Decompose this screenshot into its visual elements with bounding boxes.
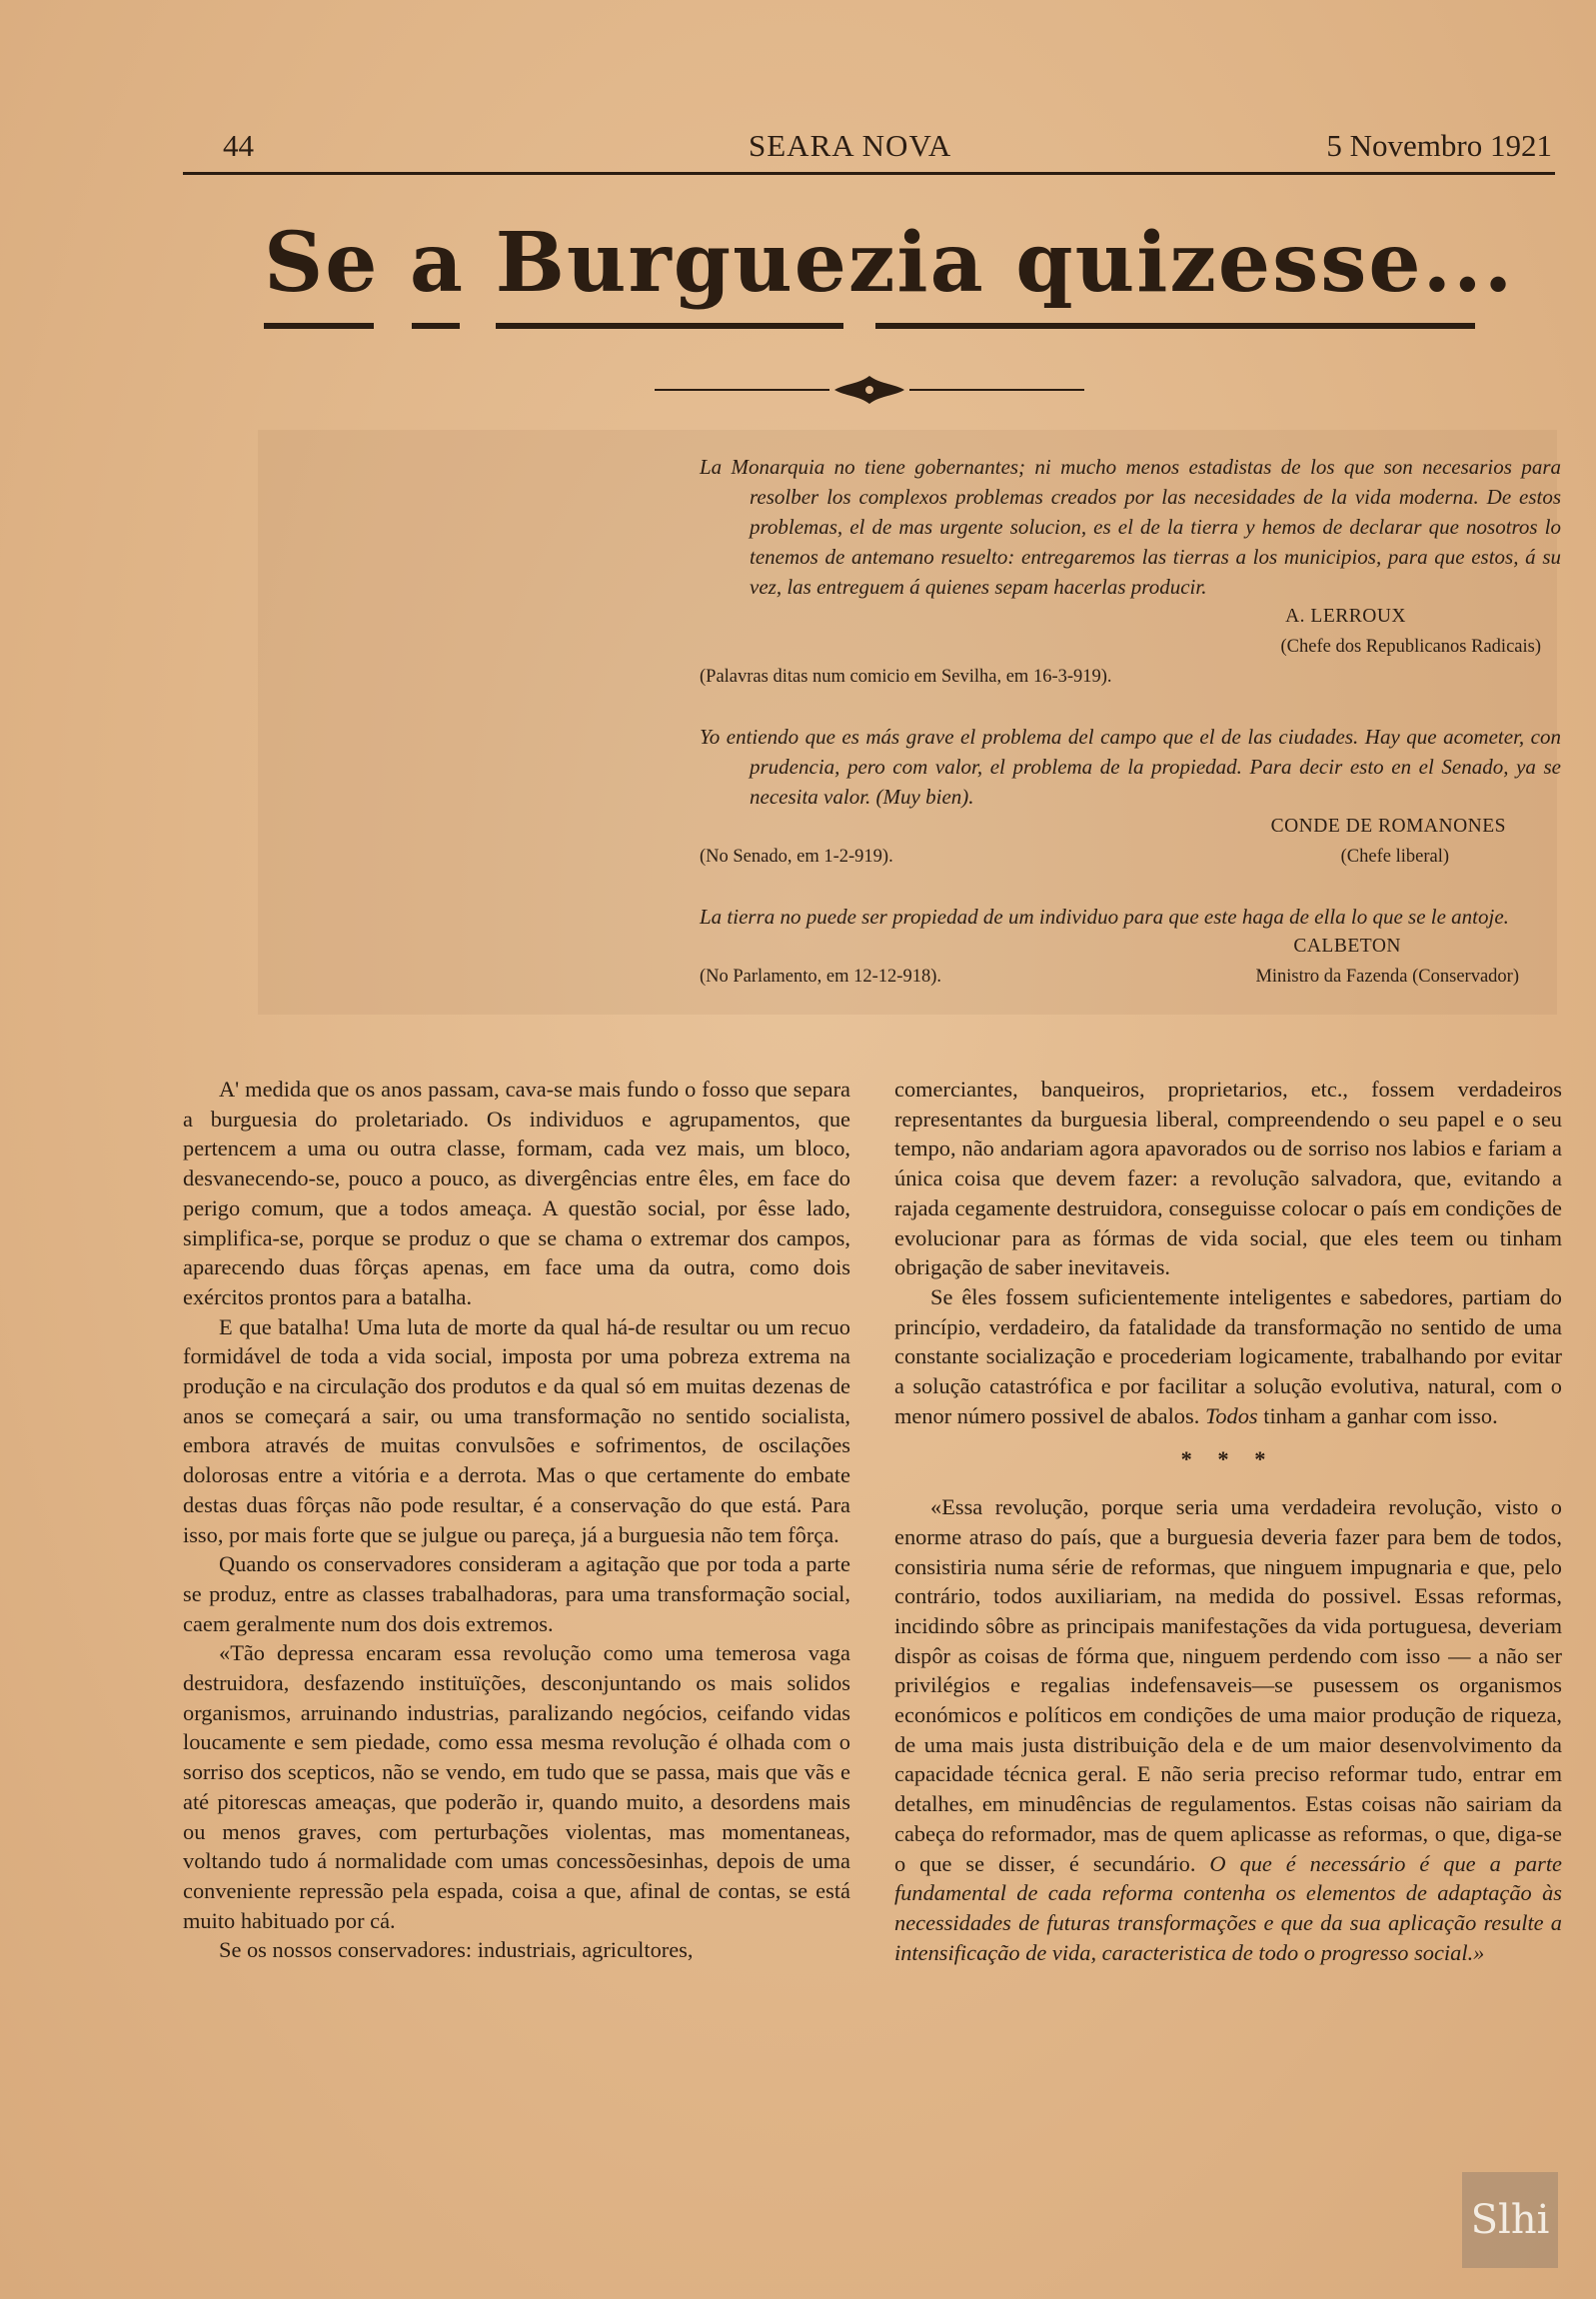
header-rule [183,172,1555,175]
quote-source-line [700,962,1561,992]
paragraph: «Tão depressa encaram essa revolução como uma temerosa vaga destruidora, desfazendo instituïções, desconjuntando os mais solidos organismos, arruinando industrias, paralizando negócios, ceifando vidas loucamente e sem piedade, como essa mesma revolução é olhada com o sorriso dos scepticos, não se vendo, em tudo que se passa, mais que vãs e até pitorescas ameaças, que poderão ir, quando muito, a desordens mais ou menos graves, com perturbações violentas, mas momentaneas, voltando tudo á normalidade com umas concessõesinhas, depois de uma conveniente repressão pela espada, coisa a que, afinal de contas, se está muito habituado por cá. [183,1640,850,1933]
paragraph: comerciantes, banqueiros, proprietarios, etc., fossem verdadeiros representantes da burguesia liberal, compreendendo o seu papel e o seu tempo, não andariam agora apavorados ou de sorriso nos labios e fariam a única coisa que devem fazer: a revolução salvadora, que, evitando a rajada cegamente destruidora, conseguisse colocar o país em condições de evolucionar para as fórmas de vida social, que eles teem ou tinham obrigação de saber inevitaveis. [894,1077,1562,1280]
quote-source-line [700,842,1561,872]
quote-calbeton [700,902,1561,992]
quote-romanones [700,722,1561,872]
quote-role: Ministro da Fazenda (Conservador) [1255,967,1519,987]
epigraph-quotes [700,452,1561,992]
paragraph [894,1492,1562,1967]
quote-source-line [700,662,1561,692]
emphasis: O que é necessário é que a parte fundamental de cada reforma contenha os elementos de adaptação às necessidades de futuras transformações e que da sua aplicação resulte a intensificação de vida, caracteristica de todo o progresso social.» [894,1850,1562,1965]
paragraph: Se os nossos conservadores: industriais, agricultores, [219,1937,694,1963]
quote-source: (No Senado, em 1-2-919). [700,847,893,867]
column-right [894,1075,1562,1967]
archive-logo: Slhi [1462,2172,1558,2268]
quote-author: A. LERROUX [1285,606,1406,627]
emphasis: Todos [1204,1402,1258,1428]
paragraph: A' medida que os anos passam, cava-se mais fundo o fosso que separa a burguesia do proletariado. Os individuos e agrupamentos, que pertencem a uma ou outra classe, formam, cada vez mais, um bloco, desvanecendo-se, pouco a pouco, as divergências entre êles, em face do perigo comum, que a todos ameaça. A questão social, por êsse lado, simplifica-se, porque se produz o que se chama o extremar dos campos, aparecendo duas fôrças apenas, em face uma da outra, como dois exércitos prontos para a batalha. [183,1077,850,1309]
page-header [183,124,1552,174]
quote-source: (No Parlamento, em 12-12-918). [700,967,941,987]
quote-lerroux [700,452,1561,692]
quote-text: La tierra no puede ser propiedad de um individuo para que este haga de ella lo que se le antoje. [700,905,1509,929]
paragraph: Quando os conservadores consideram a agitação que por toda a parte se produz, entre as classes trabalhadoras, para uma transformação social, caem geralmente num dos dois extremos. [183,1551,850,1636]
paragraph: E que batalha! Uma luta de morte da qual há-de resultar ou um recuo formidável de toda a vida social, imposta por uma pobreza extrema na produção e na circulação dos produtos e da qual só em muitas dezenas de anos se começará a sair, ou uma transformação no sentido socialista, embora através de muitas convulsões e sofrimentos, de oscilações dolorosas entre a vitória e a derrota. Mas o que certamente do embate destas duas fôrças não pode resultar, é a conservação do que está. Para isso, por mais forte que se julgue ou pareça, já a burguesia não tem fôrça. [183,1313,850,1547]
column-left [183,1075,850,1965]
masthead: SEARA NOVA [749,128,952,163]
paragraph-text: Se êles fossem suficientemente inteligentes e sabedores, partiam do princípio, verdadeiro, da fatalidade da transformação no sentido de uma constante socialização e procederiam logicamente, trabalhando por evitar a solução catastrófica e por facilitar a solução evolutiva, natural, com o menor número possivel de abalos. [894,1283,1562,1428]
quote-role: (Chefe dos Republicanos Radicais) [1280,637,1541,657]
quote-author: CALBETON [1293,936,1401,957]
ornament-divider [655,370,1084,410]
quote-role: (Chefe liberal) [1340,847,1449,867]
quote-text: Yo entiendo que es más grave el problema del campo que el de las ciudades. Hay que acometer, con prudencia, pero com valor, el problema de la propiedad. Para decir esto en el Senado, ya se necesita valor. (Muy bien). [700,725,1561,809]
page-number: 44 [223,128,254,163]
issue-date: 5 Novembro 1921 [1326,128,1552,163]
paragraph-text: «Essa revolução, porque seria uma verdadeira revolução, visto o enorme atraso do país, que a burguesia deveria fazer para bem de todos, consistiria numa série de reformas, que ninguem impugnaria e que, pelo contrário, todos auxiliariam, na medida do possivel. Essas reformas, incidindo sôbre as principais manifestações da vida portuguesa, deveriam dispôr as coisas de fórma que, ninguem perdendo com isso — a não ser privilégios e regalias indefensaveis—se pusessem os organismos económicos e políticos em condições de uma maior produção de riqueza, de uma mais justa distribuição dela e de um maior desenvolvimento da capacidade técnica geral. E não seria preciso reformar tudo, entrar em detalhes, em minudências de regulamentos. Estas coisas não sairiam da cabeça do reformador, mas de quem aplicasse as reformas, o que, diga-se o que se disser, é secundário. [894,1494,1562,1876]
paragraph-tail: tinham a ganhar com isso. [1257,1402,1498,1428]
article-body [183,1075,1562,2184]
quote-text: La Monarquia no tiene gobernantes; ni mucho menos estadistas de los que son necesarios para resolber los complexos problemas creados por las necesidades de la vida moderna. De estos problemas, el de mas urgente solucion, es el de la tierra y hemos de declarar que nosotros lo tenemos de antemano resuelto: entregaremos las tierras a los municipios, para que estos, á su vez, las entreguem á quienes sepam hacerlas producir. [700,455,1561,599]
quote-author: CONDE DE ROMANONES [1270,816,1506,837]
title-underline [264,323,1473,329]
article-title: Se a Burguezia quizesse... [264,215,1515,311]
section-separator: * * * [1180,1446,1276,1472]
paragraph [894,1282,1562,1431]
quote-source: (Palavras ditas num comicio em Sevilha, em 16-3-919). [700,667,1112,687]
